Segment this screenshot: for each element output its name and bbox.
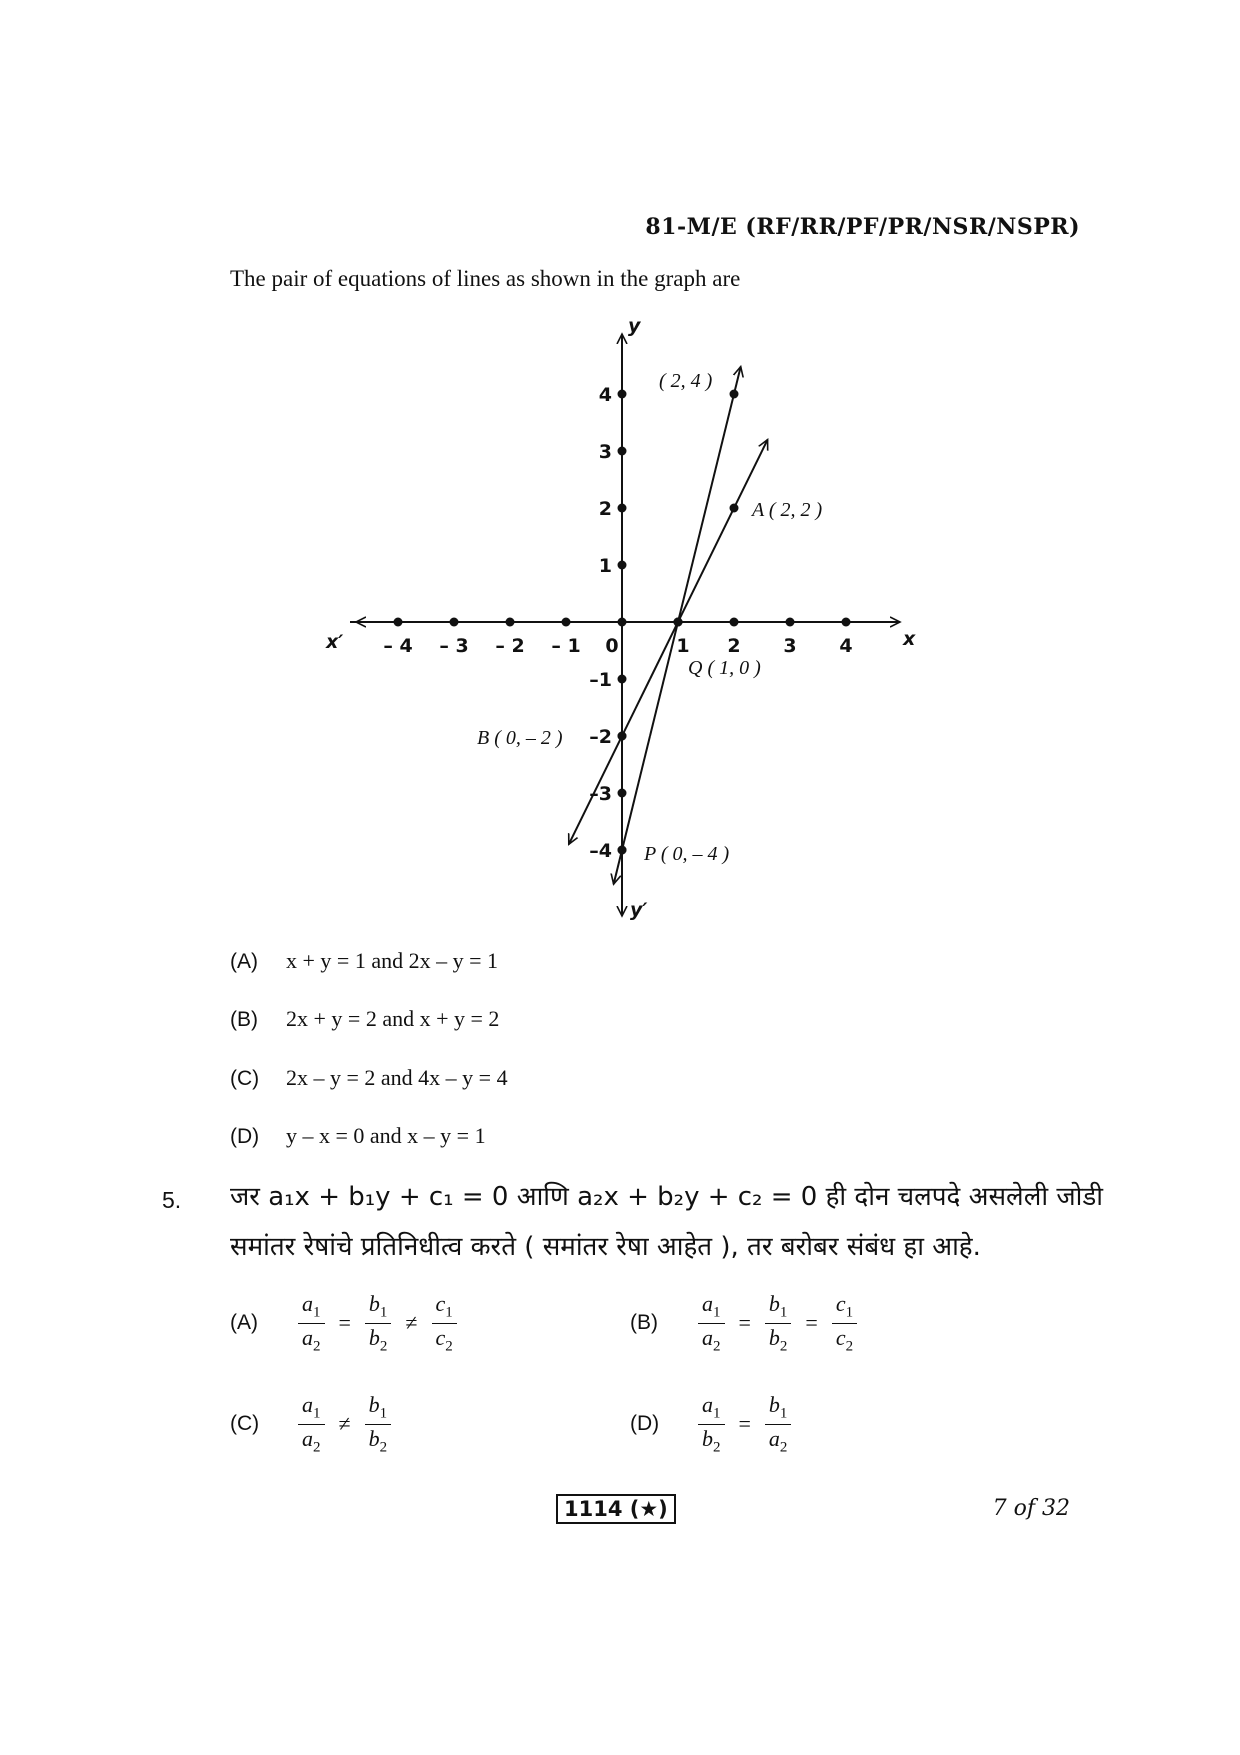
option-c[interactable]: [230, 1065, 508, 1091]
x-tick-dot: [730, 618, 739, 627]
booklet-code: 1114 (★): [556, 1494, 676, 1524]
relation: ≠: [405, 1310, 418, 1336]
series-point: [618, 732, 627, 741]
option-label: (C): [230, 1412, 260, 1436]
x-tick-dot: [618, 618, 627, 627]
y-axis-label: y: [628, 315, 641, 337]
fraction: $\frac{c_1}{c_2}$: [832, 1292, 857, 1355]
option-label: (B): [630, 1311, 658, 1335]
x-tick-dot: [842, 618, 851, 627]
option-label: (D): [630, 1412, 660, 1436]
x-tick-label: 0: [605, 635, 619, 657]
q5-option-a[interactable]: [230, 1292, 465, 1355]
point-annotation: Q ( 1, 0 ): [688, 657, 761, 679]
point-annotation: P ( 0, – 4 ): [644, 843, 730, 865]
y-tick-dot: [618, 390, 627, 399]
series-point: [730, 390, 739, 399]
y-tick-label: –1: [589, 669, 612, 691]
option-label: (C): [230, 1067, 260, 1090]
y-tick-label: 3: [598, 441, 612, 463]
fraction: $\frac{b_1}{a_2}$: [765, 1393, 792, 1456]
y-tick-dot: [618, 504, 627, 513]
option-text: x + y = 1 and 2x – y = 1: [286, 948, 498, 973]
fraction: $\frac{a_1}{b_2}$: [698, 1393, 725, 1456]
y-tick-label: 1: [598, 555, 612, 577]
fraction: $\frac{b_1}{b_2}$: [365, 1292, 392, 1355]
fraction: $\frac{b_1}{b_2}$: [365, 1393, 392, 1456]
x-tick-label: 4: [839, 635, 853, 657]
option-label: (A): [230, 950, 258, 973]
q5-option-d[interactable]: [630, 1393, 799, 1456]
fraction: $\frac{a_1}{a_2}$: [298, 1292, 325, 1355]
q5-option-b[interactable]: [630, 1292, 865, 1355]
y-tick-label: 4: [598, 384, 612, 406]
x-tick-label: – 1: [551, 635, 581, 657]
fraction: $\frac{b_1}{b_2}$: [765, 1292, 792, 1355]
y-neg-axis-label: y′: [630, 899, 648, 921]
series-point: [730, 504, 739, 513]
y-tick-label: 2: [598, 498, 612, 520]
y-tick-label: –4: [589, 840, 612, 862]
y-tick-label: –3: [589, 783, 612, 805]
y-tick-dot: [618, 675, 627, 684]
relation: =: [805, 1310, 818, 1336]
question-4-text: The pair of equations of lines as shown in the graph are: [230, 266, 741, 291]
fraction: $\frac{a_1}{a_2}$: [698, 1292, 725, 1355]
y-tick-dot: [618, 561, 627, 570]
point-annotation: A ( 2, 2 ): [752, 499, 823, 521]
y-tick-dot: [618, 447, 627, 456]
relation: ≠: [338, 1411, 351, 1437]
option-a[interactable]: [230, 948, 498, 974]
x-tick-label: – 4: [383, 635, 413, 657]
option-text: y – x = 0 and x – y = 1: [286, 1123, 486, 1148]
series-point: [618, 846, 627, 855]
point-annotation: ( 2, 4 ): [659, 370, 713, 392]
x-tick-dot: [394, 618, 403, 627]
x-tick-label: 1: [676, 635, 690, 657]
relation: =: [738, 1310, 751, 1336]
relation: =: [338, 1310, 351, 1336]
x-tick-label: 3: [783, 635, 797, 657]
fraction: $\frac{a_1}{a_2}$: [298, 1393, 325, 1456]
series-point: [674, 618, 683, 627]
page-number: 7 of 32: [992, 1496, 1070, 1521]
fraction: $\frac{c_1}{c_2}$: [432, 1292, 457, 1355]
option-text: 2x – y = 2 and 4x – y = 4: [286, 1065, 508, 1090]
question-5-line-2: समांतर रेषांचे प्रतिनिधीत्व करते ( समांतर रेषा आहेत ), तर बरोबर संबंध हा आहे.: [230, 1232, 981, 1262]
question-5-number: 5.: [162, 1187, 182, 1213]
x-tick-dot: [506, 618, 515, 627]
series-line-up: [650, 440, 768, 679]
x-tick-label: – 2: [495, 635, 525, 657]
question-5-line-1: जर a₁x + b₁y + c₁ = 0 आणि a₂x + b₂y + c₂ = 0 ही दोन चलपदे असलेली जोडी: [230, 1182, 1103, 1212]
series-line-up: [650, 367, 741, 736]
x-tick-label: 2: [727, 635, 741, 657]
q5-option-c[interactable]: [230, 1393, 399, 1456]
x-tick-dot: [562, 618, 571, 627]
option-label: (B): [230, 1008, 258, 1031]
x-axis-label: x: [903, 628, 916, 650]
option-label: (A): [230, 1311, 258, 1335]
option-b[interactable]: [230, 1006, 499, 1032]
series-line-down: [569, 679, 650, 844]
paper-code: 81-M/E (RF/RR/PF/PR/NSR/NSPR): [645, 214, 1080, 240]
option-text: 2x + y = 2 and x + y = 2: [286, 1006, 500, 1031]
y-tick-dot: [618, 789, 627, 798]
option-d[interactable]: [230, 1123, 486, 1149]
x-neg-axis-label: x′: [326, 631, 344, 653]
relation: =: [738, 1411, 751, 1437]
x-tick-dot: [450, 618, 459, 627]
point-annotation: B ( 0, – 2 ): [477, 727, 563, 749]
y-tick-label: –2: [589, 726, 612, 748]
x-tick-dot: [786, 618, 795, 627]
x-tick-label: – 3: [439, 635, 469, 657]
option-label: (D): [230, 1125, 260, 1148]
